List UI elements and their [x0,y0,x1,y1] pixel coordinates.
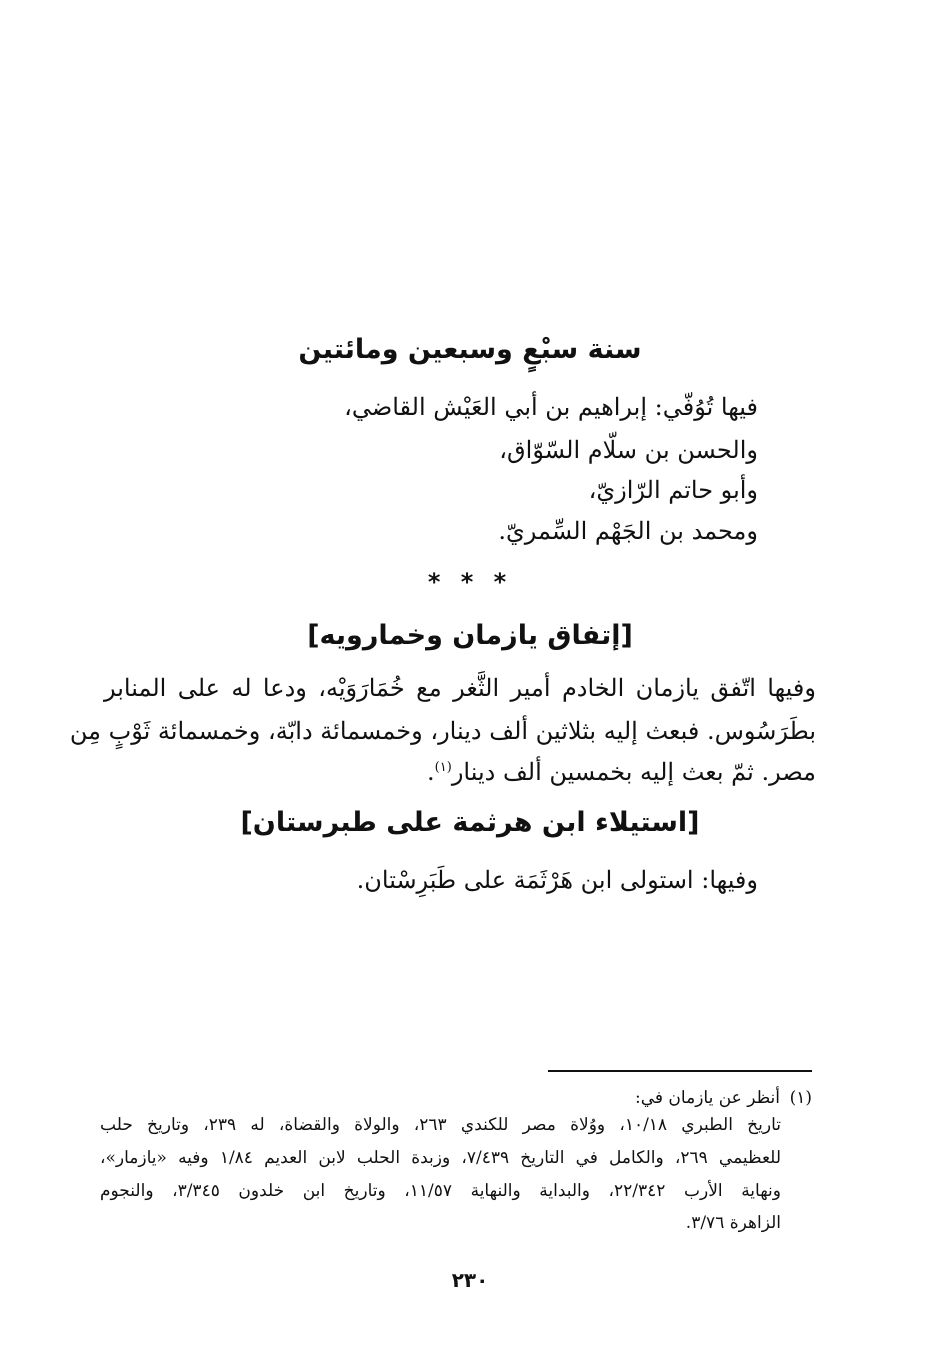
footnote-line-4: الزاهرة ٣/٧٦. [685,1213,781,1233]
footnote-line-1: تاريخ الطبري ١٠/١٨، ووُلاة مصر للكندي ٢٦٣، والولاة والقضاة، له ٢٣٩، وتاريخ حلب [100,1115,781,1135]
death-line-4: ومحمد بن الجَهْم السِّمريّ. [498,517,758,545]
paragraph-line-3-text: مصر. ثمّ بعث إليه بخمسين ألف دينار [451,758,816,786]
paragraph-line-1: وفيها اتّفق يازمان الخادم أمير الثَّغر مع خُمَارَوَيْه، ودعا له على المنابر [104,674,816,702]
footnote-line-3: ونهاية الأرب ٢٢/٣٤٢، والبداية والنهاية ١١/٥٧، وتاريخ ابن خلدون ٣/٣٤٥، والنجوم [100,1181,781,1201]
death-line-1: فيها تُوُفّي: إبراهيم بن أبي العَيْش القاضي، [344,393,758,421]
paragraph-end-punct: . [427,758,435,786]
section-title-tabaristan: [استيلاء ابن هرثمة على طبرستان] [240,807,700,838]
tabaristan-line: وفيها: استولى ابن هَرْثَمَة على طَبَرِسْتان. [356,866,758,894]
section-separator: * * * [427,568,513,596]
section-title-yazaman: [إتفاق يازمان وخمارويه] [307,620,633,651]
page-number: ٢٣٠ [451,1268,489,1292]
footnote-rule [548,1070,812,1072]
footnote-intro: أنظر عن يازمان في: [635,1088,780,1108]
section-title-year-277: سنة سبْعٍ وسبعين ومائتين [298,334,642,365]
death-line-3: وأبو حاتم الرّازيّ، [588,476,758,504]
footnote-marker[interactable]: (١) [434,760,452,775]
death-line-2: والحسن بن سلّام السّوّاق، [499,436,758,464]
paragraph-line-3 [427,758,816,787]
footnote-number: (١) [789,1088,812,1108]
footnote-line-2: للعظيمي ٢٦٩، والكامل في التاريخ ٧/٤٣٩، وزبدة الحلب لابن العديم ١/٨٤ وفيه «يازمار»، [100,1148,781,1168]
paragraph-line-2: بطَرَسُوس. فبعث إليه بثلاثين ألف دينار، وخمسمائة دابّة، وخمسمائة ثَوْبٍ مِن [69,717,816,745]
